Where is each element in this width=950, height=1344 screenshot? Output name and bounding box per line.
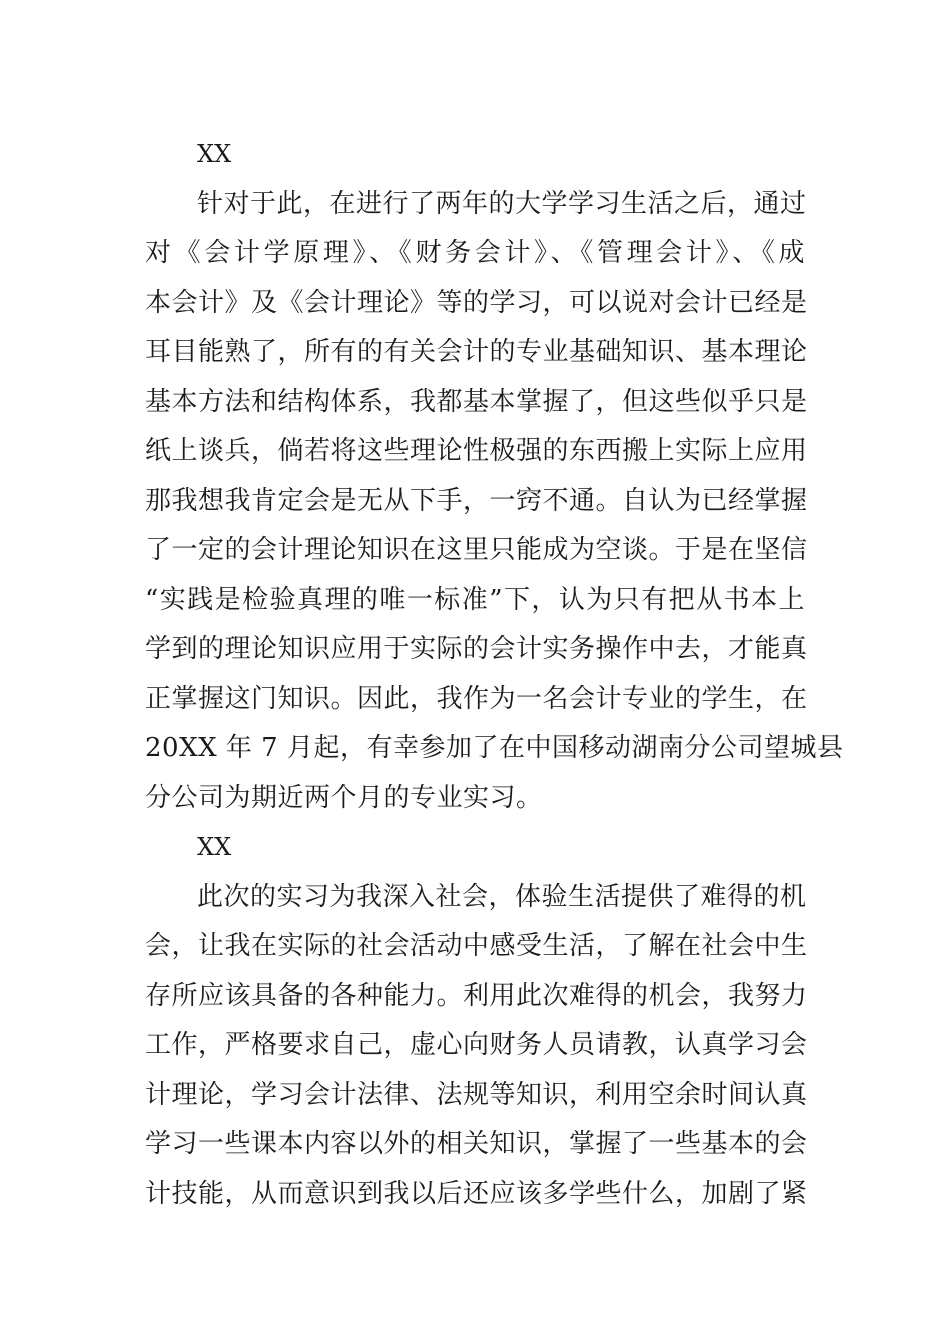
paragraph-1-line-last: 分公司为期近两个月的专业实习。 [145,782,543,813]
paragraph-2-line: 存所应该具备的各种能力。利用此次难得的机会，我努力 [145,980,808,1011]
paragraph-1-line: 正掌握这门知识。因此，我作为一名会计专业的学生，在 [145,683,808,714]
section-heading-1: XX [197,140,232,168]
paragraph-2 [145,873,808,1220]
document-body [145,130,844,1219]
paragraph-2-line: 计理论，学习会计法律、法规等知识，利用空余时间认真 [145,1079,808,1110]
paragraph-1-line: 20XX 年 7 月起，有幸参加了在中国移动湖南分公司望城县 [145,733,844,763]
paragraph-2-line: 学习一些课本内容以外的相关知识，掌握了一些基本的会 [145,1129,808,1159]
paragraph-1-line: 了一定的会计理论知识在这里只能成为空谈。于是在坚信 [145,535,808,565]
paragraph-1-line: 耳目能熟了，所有的有关会计的专业基础知识、基本理论 [145,337,808,367]
paragraph-1-line: “实践是检验真理的唯一标准”下，认为只有把从书本上 [145,584,805,615]
paragraph-1-line: 对《会计学原理》、《财务会计》、《管理会计》、《成 [145,238,805,268]
paragraph-1-line: 纸上谈兵，倘若将这些理论性极强的东西搬上实际上应用 [145,436,808,466]
paragraph-1 [145,180,844,824]
paragraph-1-line: 学到的理论知识应用于实际的会计实务操作中去，才能真 [145,634,808,664]
paragraph-1-line: 针对于此，在进行了两年的大学学习生活之后，通过 [197,188,807,219]
section-heading-2: XX [197,833,232,861]
paragraph-2-line: 计技能，从而意识到我以后还应该多学些什么，加剧了紧 [145,1178,808,1209]
paragraph-1-line: 基本方法和结构体系，我都基本掌握了，但这些似乎只是 [145,386,808,417]
paragraph-2-line: 此次的实习为我深入社会，体验生活提供了难得的机 [197,881,807,912]
paragraph-1-line: 本会计》及《会计理论》等的学习，可以说对会计已经是 [145,287,808,318]
paragraph-2-line: 工作，严格要求自己，虚心向财务人员请教，认真学习会 [145,1030,808,1060]
paragraph-1-line: 那我想我肯定会是无从下手，一窍不通。自认为已经掌握 [145,485,808,516]
paragraph-2-line: 会，让我在实际的社会活动中感受生活，了解在社会中生 [145,931,808,961]
